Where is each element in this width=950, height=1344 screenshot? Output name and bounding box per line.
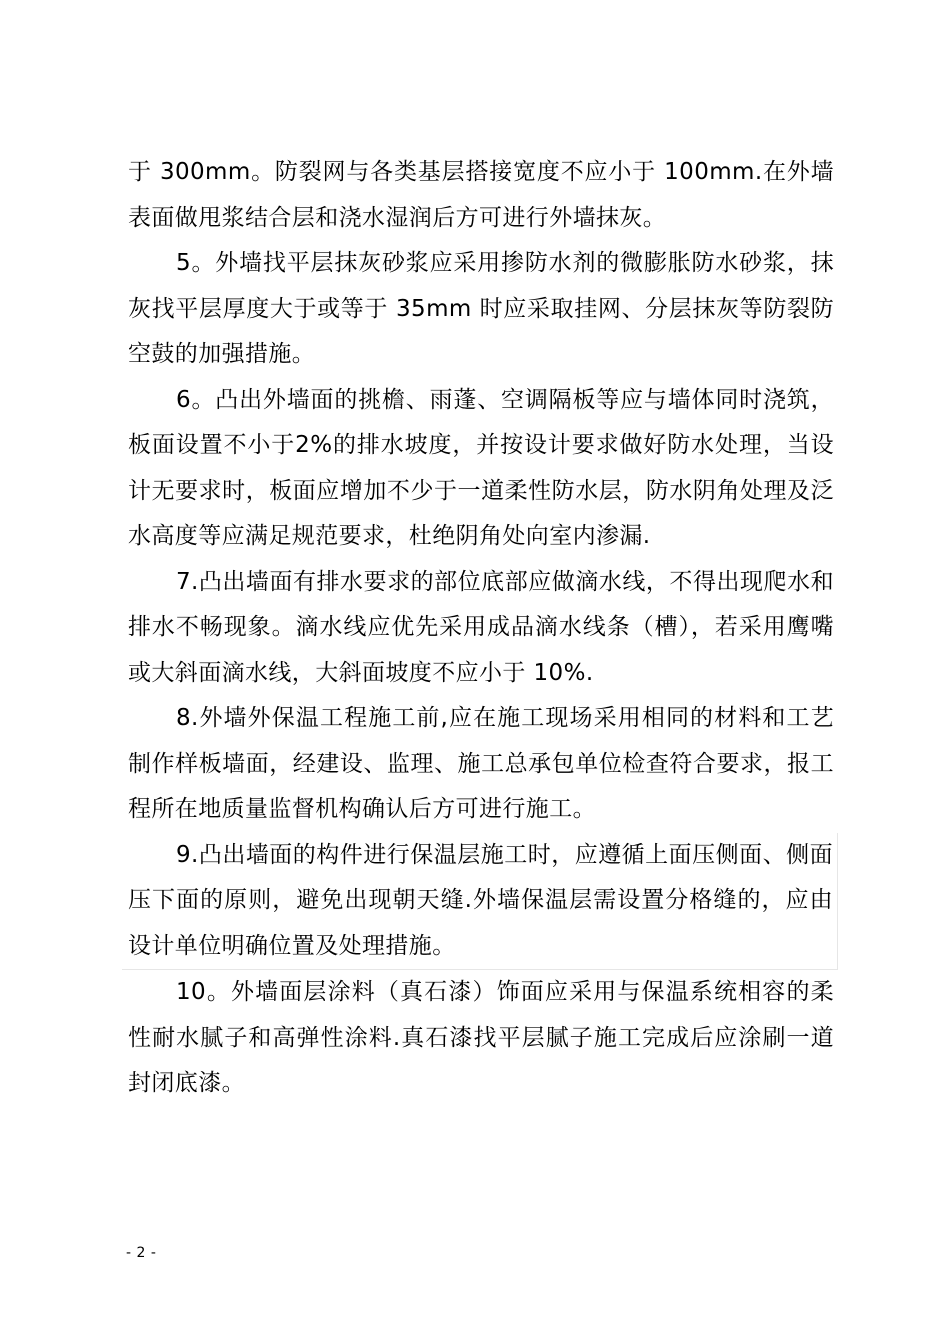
paragraph-item-7: 7.凸出墙面有排水要求的部位底部应做滴水线，不得出现爬水和排水不畅现象。滴水线应优先采用成品滴水线条（槽），若采用鹰嘴或大斜面滴水线，大斜面坡度不应小于 10%. [128,568,834,686]
paragraph-continuation: 于 300mm。防裂网与各类基层搭接宽度不应小于 100mm.在外墙表面做甩浆结合层和浇水湿润后方可进行外墙抹灰。 [128,159,834,231]
paragraph-item-5: 5。外墙找平层抹灰砂浆应采用掺防水剂的微膨胀防水砂浆，抹灰找平层厚度大于或等于 35mm 时应采取挂网、分层抹灰等防裂防空鼓的加强措施。 [128,250,834,367]
page-number: - 2 - [126,1245,157,1261]
paragraph-item-10: 10。外墙面层涂料（真石漆）饰面应采用与保温系统相容的柔性耐水腻子和高弹性涂料.真石漆找平层腻子施工完成后应涂刷一道封闭底漆。 [128,979,834,1096]
document-body [128,150,834,1107]
paragraph-item-9: 9.凸出墙面的构件进行保温层施工时，应遵循上面压侧面、侧面压下面的原则，避免出现朝天缝.外墙保温层需设置分格缝的，应由设计单位明确位置及处理措施。 [122,833,838,971]
paragraph-item-6: 6。凸出外墙面的挑檐、雨蓬、空调隔板等应与墙体同时浇筑，板面设置不小于2%的排水坡度，并按设计要求做好防水处理，当设计无要求时，板面应增加不少于一道柔性防水层，防水阴角处理及泛水高度等应满足规范要求，杜绝阴角处向室内渗漏. [128,386,834,549]
paragraph-item-8: 8.外墙外保温工程施工前,应在施工现场采用相同的材料和工艺制作样板墙面，经建设、监理、施工总承包单位检查符合要求，报工程所在地质量监督机构确认后方可进行施工。 [128,705,834,822]
